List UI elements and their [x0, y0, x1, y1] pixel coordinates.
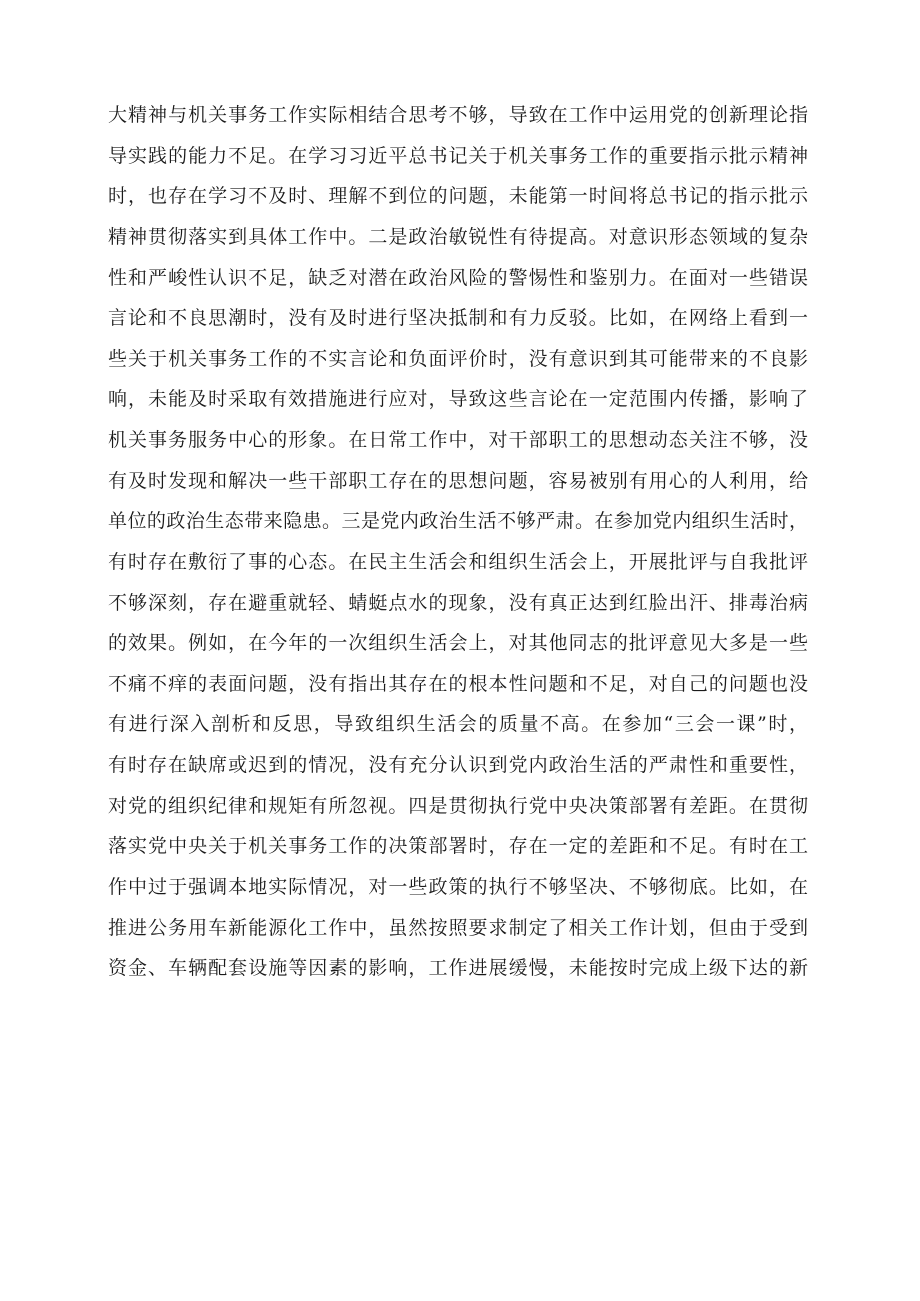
text-line: 对党的组织纪律和规矩有所忽视。四是贯彻执行党中央决策部署有差距。在贯彻	[108, 794, 808, 817]
text-line: 的效果。例如，在今年的一次组织生活会上，对其他同志的批评意见大多是一些	[108, 632, 808, 655]
text-line: 不够深刻，存在避重就轻、蜻蜓点水的现象，没有真正达到红脸出汗、排毒治病	[108, 591, 808, 614]
text-line: 大精神与机关事务工作实际相结合思考不够，导致在工作中运用党的创新理论指	[108, 104, 808, 126]
text-line: 机关事务服务中心的形象。在日常工作中，对干部职工的思想动态关注不够，没	[108, 429, 808, 451]
text-line: 些关于机关事务工作的不实言论和负面评价时，没有意识到其可能带来的不良影	[108, 347, 808, 370]
body-text	[108, 95, 808, 989]
text-line: 时，也存在学习不及时、理解不到位的问题，未能第一时间将总书记的指示批示	[108, 185, 808, 208]
text-line: 言论和不良思潮时，没有及时进行坚决抵制和有力反驳。比如，在网络上看到一	[108, 307, 808, 330]
text-line: 单位的政治生态带来隐患。三是党内政治生活不够严肃。在参加党内组织生活时，	[108, 510, 808, 533]
text-line: 精神贯彻落实到具体工作中。二是政治敏锐性有待提高。对意识形态领域的复杂	[108, 225, 808, 248]
text-line: 落实党中央关于机关事务工作的决策部署时，存在一定的差距和不足。有时在工	[108, 835, 808, 858]
text-line: 性和严峻性认识不足，缺乏对潜在政治风险的警惕性和鉴别力。在面对一些错误	[108, 266, 808, 289]
text-line: 响，未能及时采取有效措施进行应对，导致这些言论在一定范围内传播，影响了	[108, 388, 808, 411]
text-line: 不痛不痒的表面问题，没有指出其存在的根本性问题和不足，对自己的问题也没	[108, 672, 808, 695]
text-line: 有时存在敷衍了事的心态。在民主生活会和组织生活会上，开展批评与自我批评	[108, 550, 808, 573]
text-line: 推进公务用车新能源化工作中，虽然按照要求制定了相关工作计划，但由于受到	[108, 916, 808, 939]
text-line: 有时存在缺席或迟到的情况，没有充分认识到党内政治生活的严肃性和重要性，	[108, 754, 808, 776]
text-line: 作中过于强调本地实际情况，对一些政策的执行不够坚决、不够彻底。比如，在	[108, 875, 808, 898]
text-line: 资金、车辆配套设施等因素的影响，工作进展缓慢，未能按时完成上级下达的新	[108, 957, 808, 980]
text-line: 导实践的能力不足。在学习习近平总书记关于机关事务工作的重要指示批示精神	[108, 144, 808, 167]
text-line: 有进行深入剖析和反思，导致组织生活会的质量不高。在参加“三会一课”时，	[108, 713, 808, 736]
text-line: 有及时发现和解决一些干部职工存在的思想问题，容易被别有用心的人利用，给	[108, 469, 808, 492]
